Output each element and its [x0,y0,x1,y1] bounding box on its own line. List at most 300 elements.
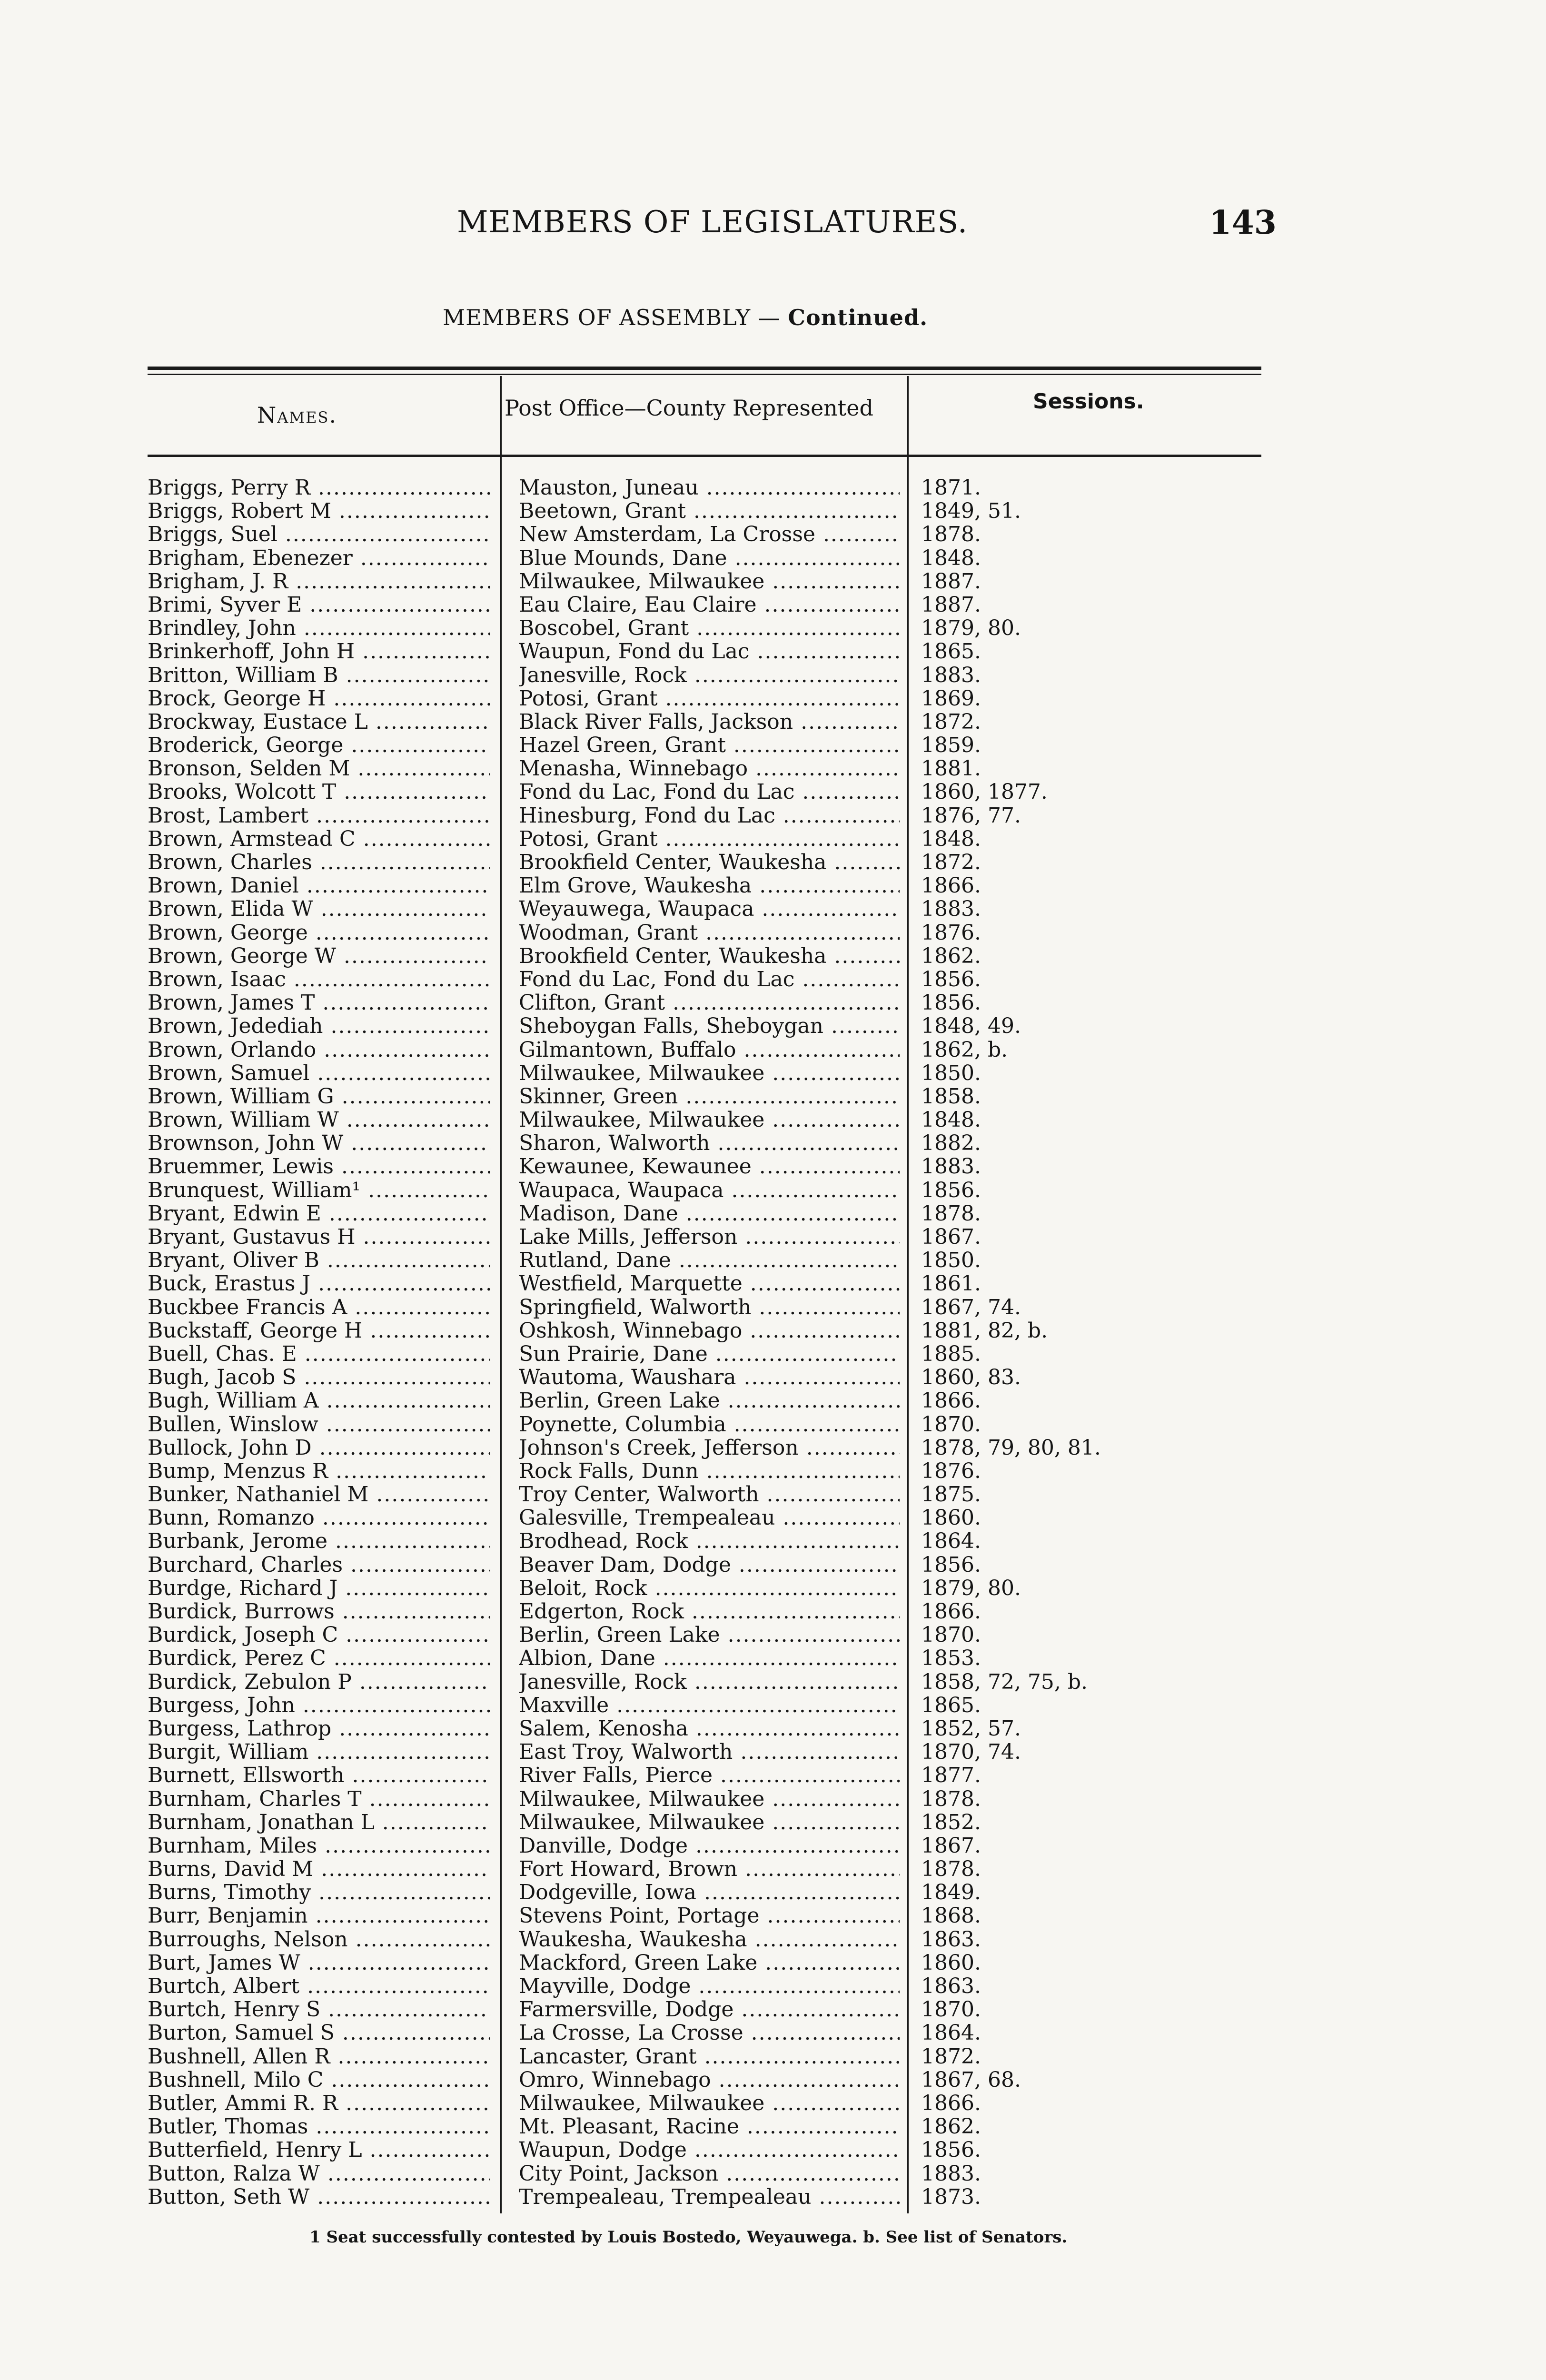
member-name: Burgess, Lathrop ..... [148,1717,490,1740]
post-office-county: City Point, Jackson ..... [519,2162,900,2185]
post-office-county: Waupaca, Waupaca ..... [519,1179,900,1202]
member-name: Bunker, Nathaniel M ..... [148,1483,490,1506]
table-row [0,570,1546,593]
member-name: Burdick, Joseph C ..... [148,1623,490,1646]
post-office-county: Hazel Green, Grant ..... [519,734,900,757]
member-name: Bushnell, Allen R ..... [148,2045,490,2068]
table-row [0,1529,1546,1553]
table-row [0,2021,1546,2044]
member-name: Brigham, J. R ..... [148,570,490,593]
table-row [0,780,1546,803]
member-name: Burns, David M ..... [148,1857,490,1881]
member-name: Brown, Orlando ..... [148,1038,490,1061]
table-top-rule-2 [148,374,1261,375]
table-row [0,1694,1546,1717]
member-name: Brooks, Wolcott T ..... [148,780,490,803]
sessions-value: 1872. [921,709,981,734]
table-row [0,1974,1546,1998]
post-office-county: Fond du Lac, Fond du Lac ..... [519,968,900,991]
member-name: Bruemmer, Lewis ..... [148,1155,490,1178]
sessions-value: 1860. [921,1506,981,1530]
sessions-value: 1883. [921,663,981,687]
table-row [0,2185,1546,2209]
table-row [0,1787,1546,1811]
post-office-county: Brookfield Center, Waukesha ..... [519,851,900,874]
member-name: Briggs, Suel ..... [148,523,490,546]
post-office-county: Blue Mounds, Dane ..... [519,546,900,570]
sessions-value: 1853. [921,1646,981,1671]
table-row [0,2162,1546,2185]
member-name: Brown, William G ..... [148,1085,490,1108]
member-name: Brown, George ..... [148,921,490,944]
table-row [0,1436,1546,1459]
sessions-value: 1866. [921,1388,981,1413]
sessions-value: 1862, b. [921,1037,1008,1062]
sessions-value: 1861. [921,1271,981,1296]
member-name: Burnham, Jonathan L ..... [148,1811,490,1834]
post-office-county: Boscobel, Grant ..... [519,616,900,640]
member-name: Burns, Timothy ..... [148,1881,490,1904]
table-row [0,687,1546,710]
sessions-value: 1848, 49. [921,1014,1021,1039]
post-office-county: Sun Prairie, Dane ..... [519,1342,900,1366]
member-name: Brindley, John ..... [148,616,490,640]
table-row [0,616,1546,640]
post-office-county: Berlin, Green Lake ..... [519,1389,900,1412]
member-name: Brown, Isaac ..... [148,968,490,991]
table-row [0,1506,1546,1529]
sessions-value: 1856. [921,991,981,1015]
sessions-value: 1860. [921,1950,981,1975]
table-row [0,1740,1546,1764]
post-office-county: Weyauwega, Waupaca ..... [519,897,900,921]
sessions-value: 1875. [921,1482,981,1507]
table-row [0,1881,1546,1904]
table-row [0,1202,1546,1225]
sessions-value: 1865. [921,639,981,664]
sessions-value: 1883. [921,2161,981,2186]
sessions-value: 1865. [921,1693,981,1717]
member-name: Bugh, Jacob S ..... [148,1366,490,1389]
post-office-county: Omro, Winnebago ..... [519,2068,900,2092]
post-office-county: Waupun, Fond du Lac ..... [519,640,900,663]
post-office-county: Oshkosh, Winnebago ..... [519,1319,900,1342]
post-office-county: Johnson's Creek, Jefferson ..... [519,1436,900,1459]
sessions-value: 1858. [921,1084,981,1109]
sessions-value: 1867. [921,1833,981,1858]
table-row [0,1389,1546,1412]
table-row [0,1061,1546,1085]
member-name: Brownson, John W ..... [148,1131,490,1155]
table-row [0,1225,1546,1249]
sessions-value: 1872. [921,2044,981,2069]
post-office-county: Milwaukee, Milwaukee ..... [519,2092,900,2115]
post-office-county: Mackford, Green Lake ..... [519,1951,900,1974]
post-office-county: Janesville, Rock ..... [519,1670,900,1694]
table-row [0,1623,1546,1646]
sessions-value: 1849. [921,1880,981,1905]
sessions-value: 1856. [921,967,981,992]
member-name: Button, Ralza W ..... [148,2162,490,2185]
member-name: Button, Seth W ..... [148,2185,490,2209]
member-name: Burnham, Charles T ..... [148,1787,490,1811]
member-name: Bronson, Selden M ..... [148,757,490,780]
post-office-county: Eau Claire, Eau Claire ..... [519,593,900,616]
member-name: Bullock, John D ..... [148,1436,490,1459]
post-office-county: Maxville ..... [519,1694,900,1717]
table-row [0,1366,1546,1389]
table-row [0,1342,1546,1366]
post-office-county: Gilmantown, Buffalo ..... [519,1038,900,1061]
member-name: Burdick, Burrows ..... [148,1600,490,1623]
post-office-county: Salem, Kenosha ..... [519,1717,900,1740]
post-office-county: Fort Howard, Brown ..... [519,1857,900,1881]
table-row [0,1553,1546,1577]
sessions-value: 1876. [921,920,981,945]
table-row [0,1577,1546,1600]
sessions-value: 1879, 80. [921,616,1021,641]
sessions-value: 1850. [921,1248,981,1273]
member-name: Burdick, Zebulon P ..... [148,1670,490,1694]
sessions-value: 1883. [921,1154,981,1179]
column-header-names: Names. [257,402,337,428]
footnote: 1 Seat successfully contested by Louis Bostedo, Weyauwega. b. See list of Senators. [309,2228,1068,2247]
post-office-county: Milwaukee, Milwaukee ..... [519,1787,900,1811]
table-row [0,1764,1546,1787]
sessions-value: 1873. [921,2184,981,2209]
table-top-rule-1 [148,367,1261,370]
sessions-value: 1849, 51. [921,499,1021,524]
sessions-value: 1869. [921,686,981,711]
post-office-county: Mt. Pleasant, Racine ..... [519,2115,900,2138]
post-office-county: Beloit, Rock ..... [519,1577,900,1600]
member-name: Brown, Armstead C ..... [148,827,490,851]
post-office-county: Lancaster, Grant ..... [519,2045,900,2068]
member-name: Bunn, Romanzo ..... [148,1506,490,1529]
member-name: Burdick, Perez C ..... [148,1646,490,1670]
post-office-county: Rock Falls, Dunn ..... [519,1459,900,1483]
post-office-county: Milwaukee, Milwaukee ..... [519,570,900,593]
member-name: Butterfield, Henry L ..... [148,2138,490,2162]
member-name: Bryant, Gustavus H ..... [148,1225,490,1249]
sessions-value: 1850. [921,1061,981,1085]
post-office-county: River Falls, Pierce ..... [519,1764,900,1787]
post-office-county: Wautoma, Waushara ..... [519,1366,900,1389]
post-office-county: Westfield, Marquette ..... [519,1272,900,1295]
sessions-value: 1878, 79, 80, 81. [921,1435,1101,1460]
post-office-county: Danville, Dodge ..... [519,1834,900,1857]
member-name: Bryant, Oliver B ..... [148,1249,490,1272]
table-row [0,2115,1546,2138]
post-office-county: Milwaukee, Milwaukee ..... [519,1811,900,1834]
table-row [0,1014,1546,1038]
sessions-value: 1863. [921,1927,981,1952]
post-office-county: Kewaunee, Kewaunee ..... [519,1155,900,1178]
sessions-value: 1872. [921,850,981,874]
page-number: 143 [1209,204,1277,242]
member-name: Brockway, Eustace L ..... [148,710,490,734]
post-office-county: Trempealeau, Trempealeau ..... [519,2185,900,2209]
sessions-value: 1868. [921,1904,981,1928]
member-name: Briggs, Robert M ..... [148,499,490,523]
table-row [0,2068,1546,2092]
member-name: Brown, Elida W ..... [148,897,490,921]
post-office-county: Clifton, Grant ..... [519,991,900,1014]
post-office-county: Woodman, Grant ..... [519,921,900,944]
member-name: Brigham, Ebenezer ..... [148,546,490,570]
table-row [0,1646,1546,1670]
section-subtitle [443,305,928,330]
table-row [0,1038,1546,1061]
members-table-body [0,476,1546,2209]
sessions-value: 1848. [921,545,981,570]
post-office-county: Poynette, Columbia ..... [519,1413,900,1436]
member-name: Burnham, Miles ..... [148,1834,490,1857]
sessions-value: 1887. [921,569,981,594]
post-office-county: Janesville, Rock ..... [519,664,900,687]
sessions-value: 1881, 82, b. [921,1318,1048,1343]
table-row [0,1155,1546,1178]
member-name: Burgess, John ..... [148,1694,490,1717]
table-row [0,734,1546,757]
post-office-county: Beetown, Grant ..... [519,499,900,523]
table-row [0,1085,1546,1108]
member-name: Burton, Samuel S ..... [148,2021,490,2044]
post-office-county: Edgerton, Rock ..... [519,1600,900,1623]
sessions-value: 1858, 72, 75, b. [921,1669,1088,1694]
member-name: Briggs, Perry R ..... [148,476,490,499]
table-row [0,944,1546,968]
member-name: Burnett, Ellsworth ..... [148,1764,490,1787]
post-office-county: Brookfield Center, Waukesha ..... [519,944,900,968]
member-name: Bump, Menzus R ..... [148,1459,490,1483]
post-office-county: Elm Grove, Waukesha ..... [519,874,900,897]
sessions-value: 1860, 1877. [921,780,1048,804]
table-row [0,1670,1546,1694]
member-name: Burchard, Charles ..... [148,1553,490,1577]
sessions-value: 1862. [921,2114,981,2139]
table-row [0,1179,1546,1202]
member-name: Buckbee Francis A ..... [148,1296,490,1319]
member-name: Brunquest, William¹ ..... [148,1179,490,1202]
sessions-value: 1883. [921,897,981,922]
post-office-county: Potosi, Grant ..... [519,827,900,851]
member-name: Bugh, William A ..... [148,1389,490,1412]
sessions-value: 1852, 57. [921,1716,1021,1741]
table-row [0,1928,1546,1951]
table-row [0,664,1546,687]
column-header-post-office: Post Office—County Represented [505,395,873,421]
member-name: Burt, James W ..... [148,1951,490,1974]
post-office-county: New Amsterdam, La Crosse ..... [519,523,900,546]
table-row [0,2092,1546,2115]
member-name: Brown, George W ..... [148,944,490,968]
subtitle-main: MEMBERS OF ASSEMBLY — [443,305,781,330]
post-office-county: Rutland, Dane ..... [519,1249,900,1272]
sessions-value: 1864. [921,1529,981,1554]
table-row [0,1319,1546,1342]
table-row [0,1998,1546,2021]
table-row [0,804,1546,827]
post-office-county: Berlin, Green Lake ..... [519,1623,900,1646]
member-name: Brown, Jedediah ..... [148,1014,490,1038]
post-office-county: Menasha, Winnebago ..... [519,757,900,780]
sessions-value: 1878. [921,1786,981,1811]
sessions-value: 1856. [921,1178,981,1202]
table-row [0,593,1546,616]
table-row [0,968,1546,991]
table-row [0,640,1546,663]
subtitle-continued: Continued. [788,305,928,330]
member-name: Brown, Charles ..... [148,851,490,874]
member-name: Burtch, Albert ..... [148,1974,490,1998]
post-office-county: La Crosse, La Crosse ..... [519,2021,900,2044]
member-name: Bushnell, Milo C ..... [148,2068,490,2092]
post-office-county: Hinesburg, Fond du Lac ..... [519,804,900,827]
member-name: Burbank, Jerome ..... [148,1529,490,1553]
post-office-county: Skinner, Green ..... [519,1085,900,1108]
post-office-county: Albion, Dane ..... [519,1646,900,1670]
table-row [0,1413,1546,1436]
sessions-value: 1866. [921,1599,981,1624]
member-name: Burroughs, Nelson ..... [148,1928,490,1951]
table-row [0,991,1546,1014]
sessions-value: 1867, 68. [921,2067,1021,2092]
member-name: Brost, Lambert ..... [148,804,490,827]
table-row [0,1834,1546,1857]
sessions-value: 1878. [921,1201,981,1226]
table-row [0,1483,1546,1506]
post-office-county: East Troy, Walworth ..... [519,1740,900,1764]
sessions-value: 1870. [921,1412,981,1437]
table-row [0,851,1546,874]
post-office-county: Galesville, Trempealeau ..... [519,1506,900,1529]
member-name: Buell, Chas. E ..... [148,1342,490,1366]
column-header-sessions: Sessions. [1033,389,1144,414]
member-name: Brimi, Syver E ..... [148,593,490,616]
post-office-county: Mauston, Juneau ..... [519,476,900,499]
table-row [0,827,1546,851]
member-name: Butler, Thomas ..... [148,2115,490,2138]
table-row [0,523,1546,546]
member-name: Brock, George H ..... [148,687,490,710]
member-name: Brinkerhoff, John H ..... [148,640,490,663]
post-office-county: Milwaukee, Milwaukee ..... [519,1108,900,1131]
table-row [0,921,1546,944]
sessions-value: 1859. [921,733,981,758]
sessions-value: 1867. [921,1225,981,1249]
post-office-county: Springfield, Walworth ..... [519,1296,900,1319]
sessions-value: 1866. [921,873,981,898]
member-name: Butler, Ammi R. R ..... [148,2092,490,2115]
member-name: Broderick, George ..... [148,734,490,757]
sessions-value: 1878. [921,1857,981,1882]
post-office-county: Sheboygan Falls, Sheboygan ..... [519,1014,900,1038]
member-name: Buckstaff, George H ..... [148,1319,490,1342]
sessions-value: 1856. [921,2138,981,2162]
table-row [0,1131,1546,1155]
sessions-value: 1881. [921,756,981,781]
sessions-value: 1856. [921,1552,981,1577]
post-office-county: Brodhead, Rock ..... [519,1529,900,1553]
table-row [0,1296,1546,1319]
post-office-county: Beaver Dam, Dodge ..... [519,1553,900,1577]
table-header-rule [148,455,1261,457]
post-office-county: Madison, Dane ..... [519,1202,900,1225]
table-row [0,499,1546,523]
post-office-county: Farmersville, Dodge ..... [519,1998,900,2021]
post-office-county: Potosi, Grant ..... [519,687,900,710]
running-title: MEMBERS OF LEGISLATURES. [457,205,968,240]
sessions-value: 1866. [921,2091,981,2115]
table-row [0,2138,1546,2162]
member-name: Brown, William W ..... [148,1108,490,1131]
member-name: Brown, Samuel ..... [148,1061,490,1085]
member-name: Burr, Benjamin ..... [148,1904,490,1927]
table-row [0,1951,1546,1974]
table-row [0,1249,1546,1272]
post-office-county: Milwaukee, Milwaukee ..... [519,1061,900,1085]
table-row [0,1717,1546,1740]
table-row [0,874,1546,897]
sessions-value: 1871. [921,476,981,500]
post-office-county: Sharon, Walworth ..... [519,1131,900,1155]
table-row [0,757,1546,780]
post-office-county: Fond du Lac, Fond du Lac ..... [519,780,900,803]
member-name: Brown, James T ..... [148,991,490,1014]
sessions-value: 1882. [921,1131,981,1156]
table-row [0,1904,1546,1927]
sessions-value: 1870. [921,1623,981,1647]
post-office-county: Dodgeville, Iowa ..... [519,1881,900,1904]
member-name: Buck, Erastus J ..... [148,1272,490,1295]
member-name: Burgit, William ..... [148,1740,490,1764]
post-office-county: Stevens Point, Portage ..... [519,1904,900,1927]
member-name: Britton, William B ..... [148,664,490,687]
sessions-value: 1885. [921,1341,981,1366]
table-row [0,897,1546,921]
table-row [0,1272,1546,1295]
table-row [0,546,1546,570]
sessions-value: 1862. [921,943,981,968]
sessions-value: 1876, 77. [921,803,1021,828]
table-row [0,2045,1546,2068]
member-name: Bullen, Winslow ..... [148,1413,490,1436]
sessions-value: 1848. [921,1108,981,1132]
sessions-value: 1877. [921,1763,981,1788]
sessions-value: 1852. [921,1810,981,1835]
sessions-value: 1878. [921,522,981,547]
member-name: Bryant, Edwin E ..... [148,1202,490,1225]
post-office-county: Waupun, Dodge ..... [519,2138,900,2162]
post-office-county: Mayville, Dodge ..... [519,1974,900,1998]
table-row [0,1811,1546,1834]
sessions-value: 1863. [921,1974,981,1998]
post-office-county: Lake Mills, Jefferson ..... [519,1225,900,1249]
sessions-value: 1879, 80. [921,1576,1021,1600]
post-office-county: Black River Falls, Jackson ..... [519,710,900,734]
table-row [0,1857,1546,1881]
sessions-value: 1867, 74. [921,1295,1021,1319]
table-row [0,1459,1546,1483]
member-name: Burdge, Richard J ..... [148,1577,490,1600]
sessions-value: 1876. [921,1458,981,1483]
post-office-county: Waukesha, Waukesha ..... [519,1928,900,1951]
member-name: Brown, Daniel ..... [148,874,490,897]
member-name: Burtch, Henry S ..... [148,1998,490,2021]
sessions-value: 1848. [921,826,981,851]
sessions-value: 1887. [921,592,981,617]
